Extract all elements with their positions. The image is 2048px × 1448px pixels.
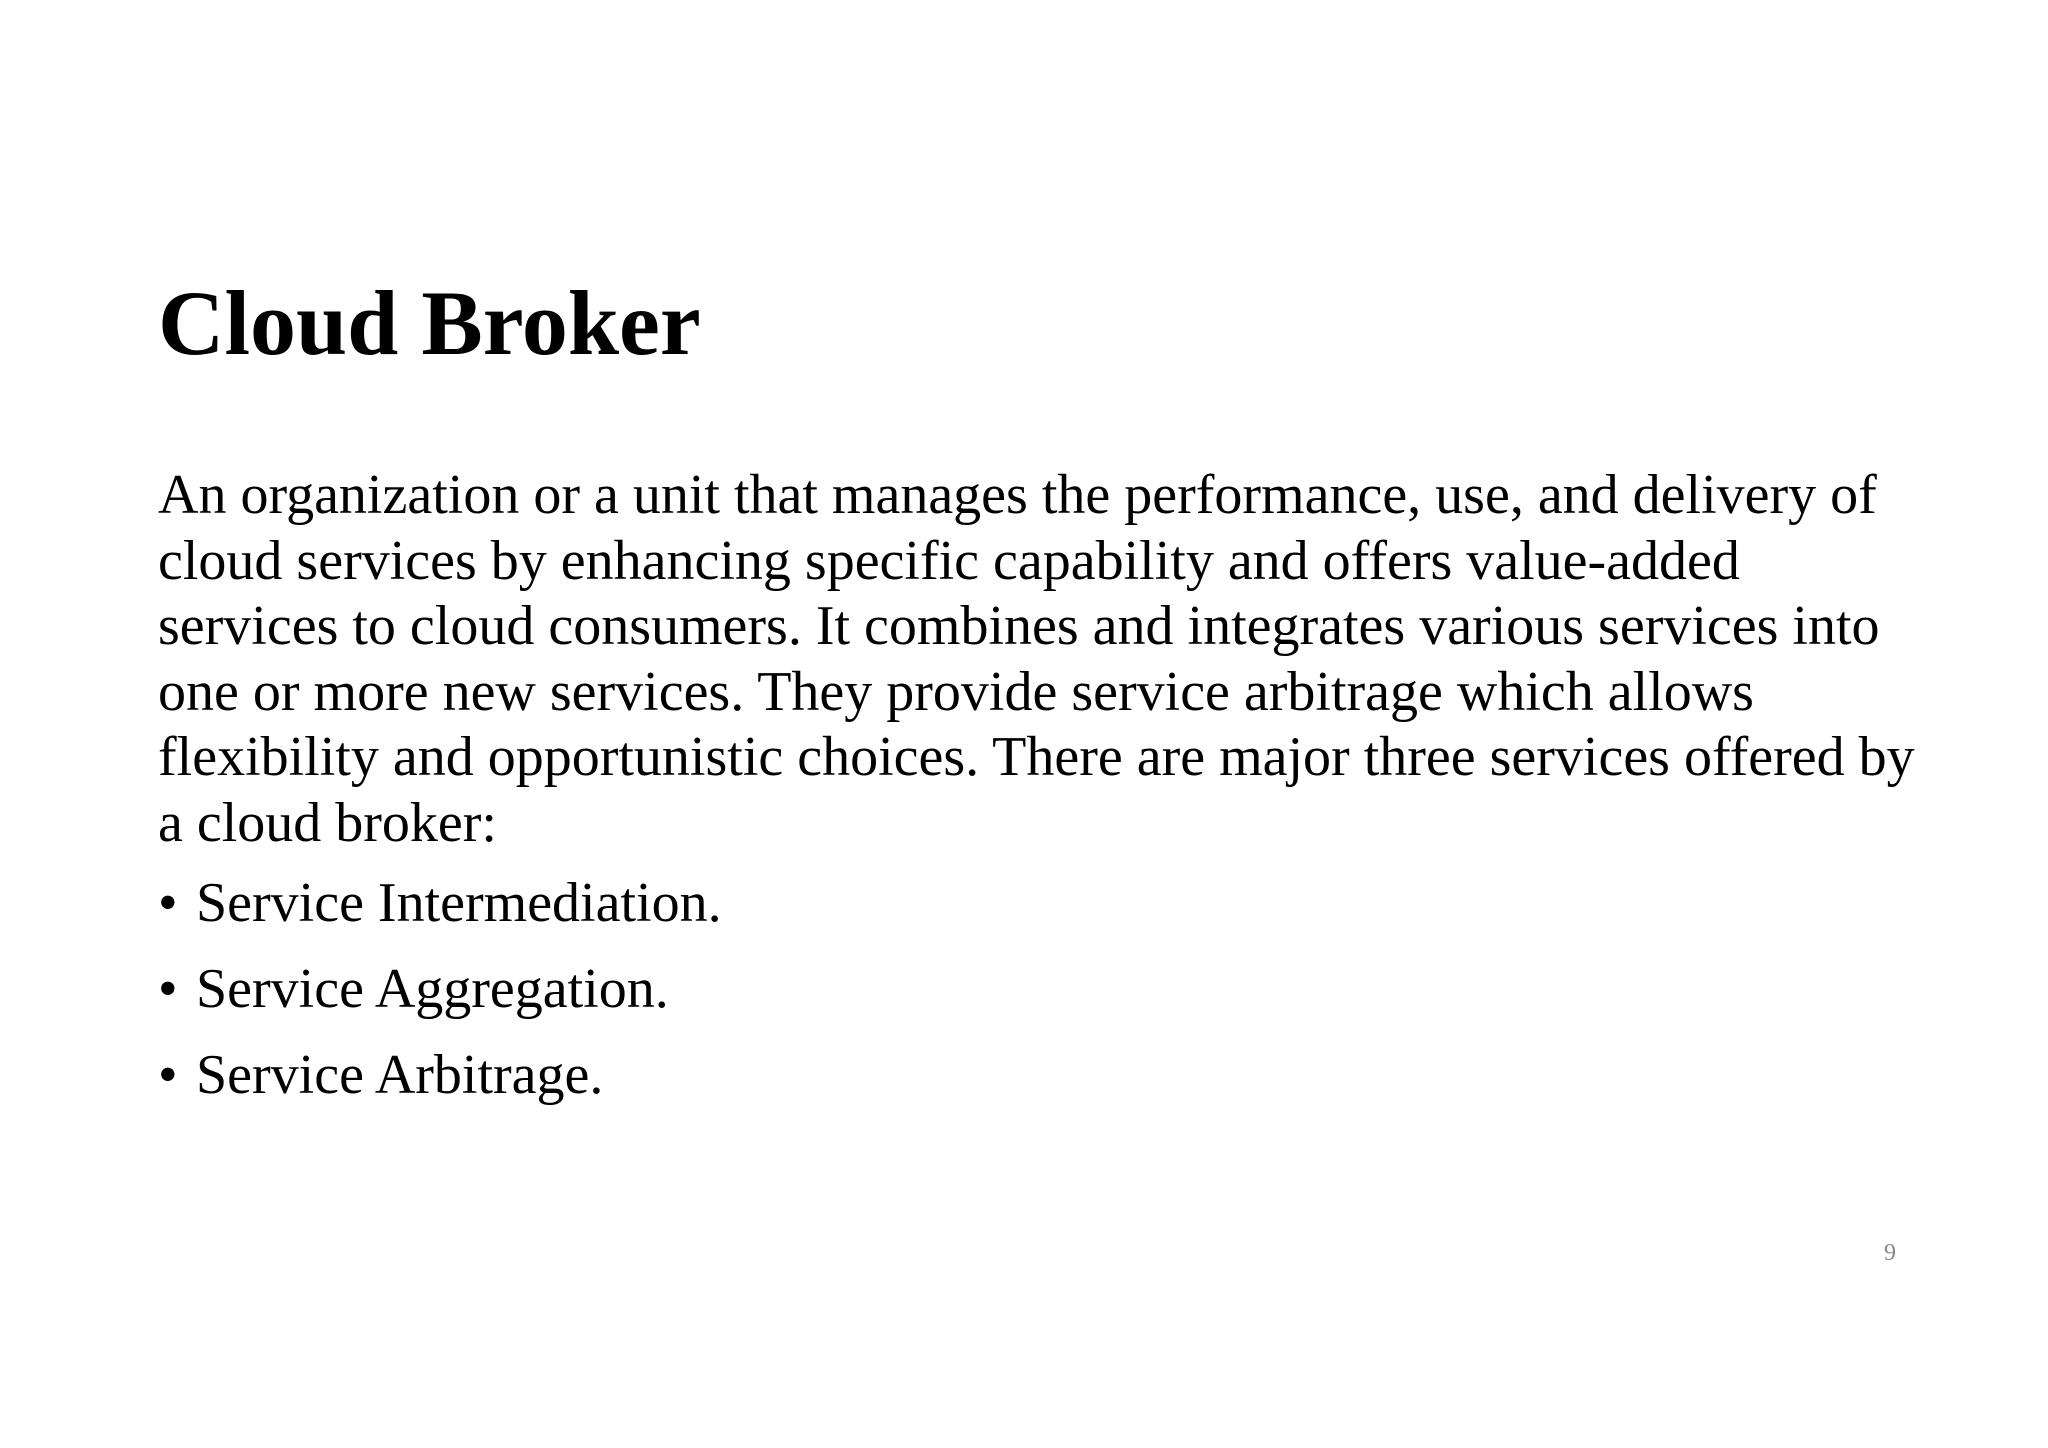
bullet-text: Service Aggregation.: [196, 958, 669, 1020]
bullet-text: Service Intermediation.: [196, 872, 722, 934]
bullet-icon: •: [158, 1044, 178, 1106]
page-number: 9: [1884, 1240, 1896, 1266]
bullet-item: [158, 956, 722, 1022]
services-bullet-list: [158, 870, 722, 1128]
bullet-icon: •: [158, 958, 178, 1020]
bullet-icon: •: [158, 872, 178, 934]
slide-body-paragraph: An organization or a unit that manages the performance, use, and delivery of cloud services by enhancing specific capability and offers value-added services to cloud consumers. It combines and integrates various services into one or more new services. They provide service arbitrage which allows flexibility and opportunistic choices. There are major three services offered by a cloud broker:: [158, 464, 1915, 854]
bullet-item: [158, 1042, 722, 1108]
bullet-text: Service Arbitrage.: [196, 1044, 604, 1106]
bullet-item: [158, 870, 722, 936]
slide-title: Cloud Broker: [158, 272, 701, 374]
